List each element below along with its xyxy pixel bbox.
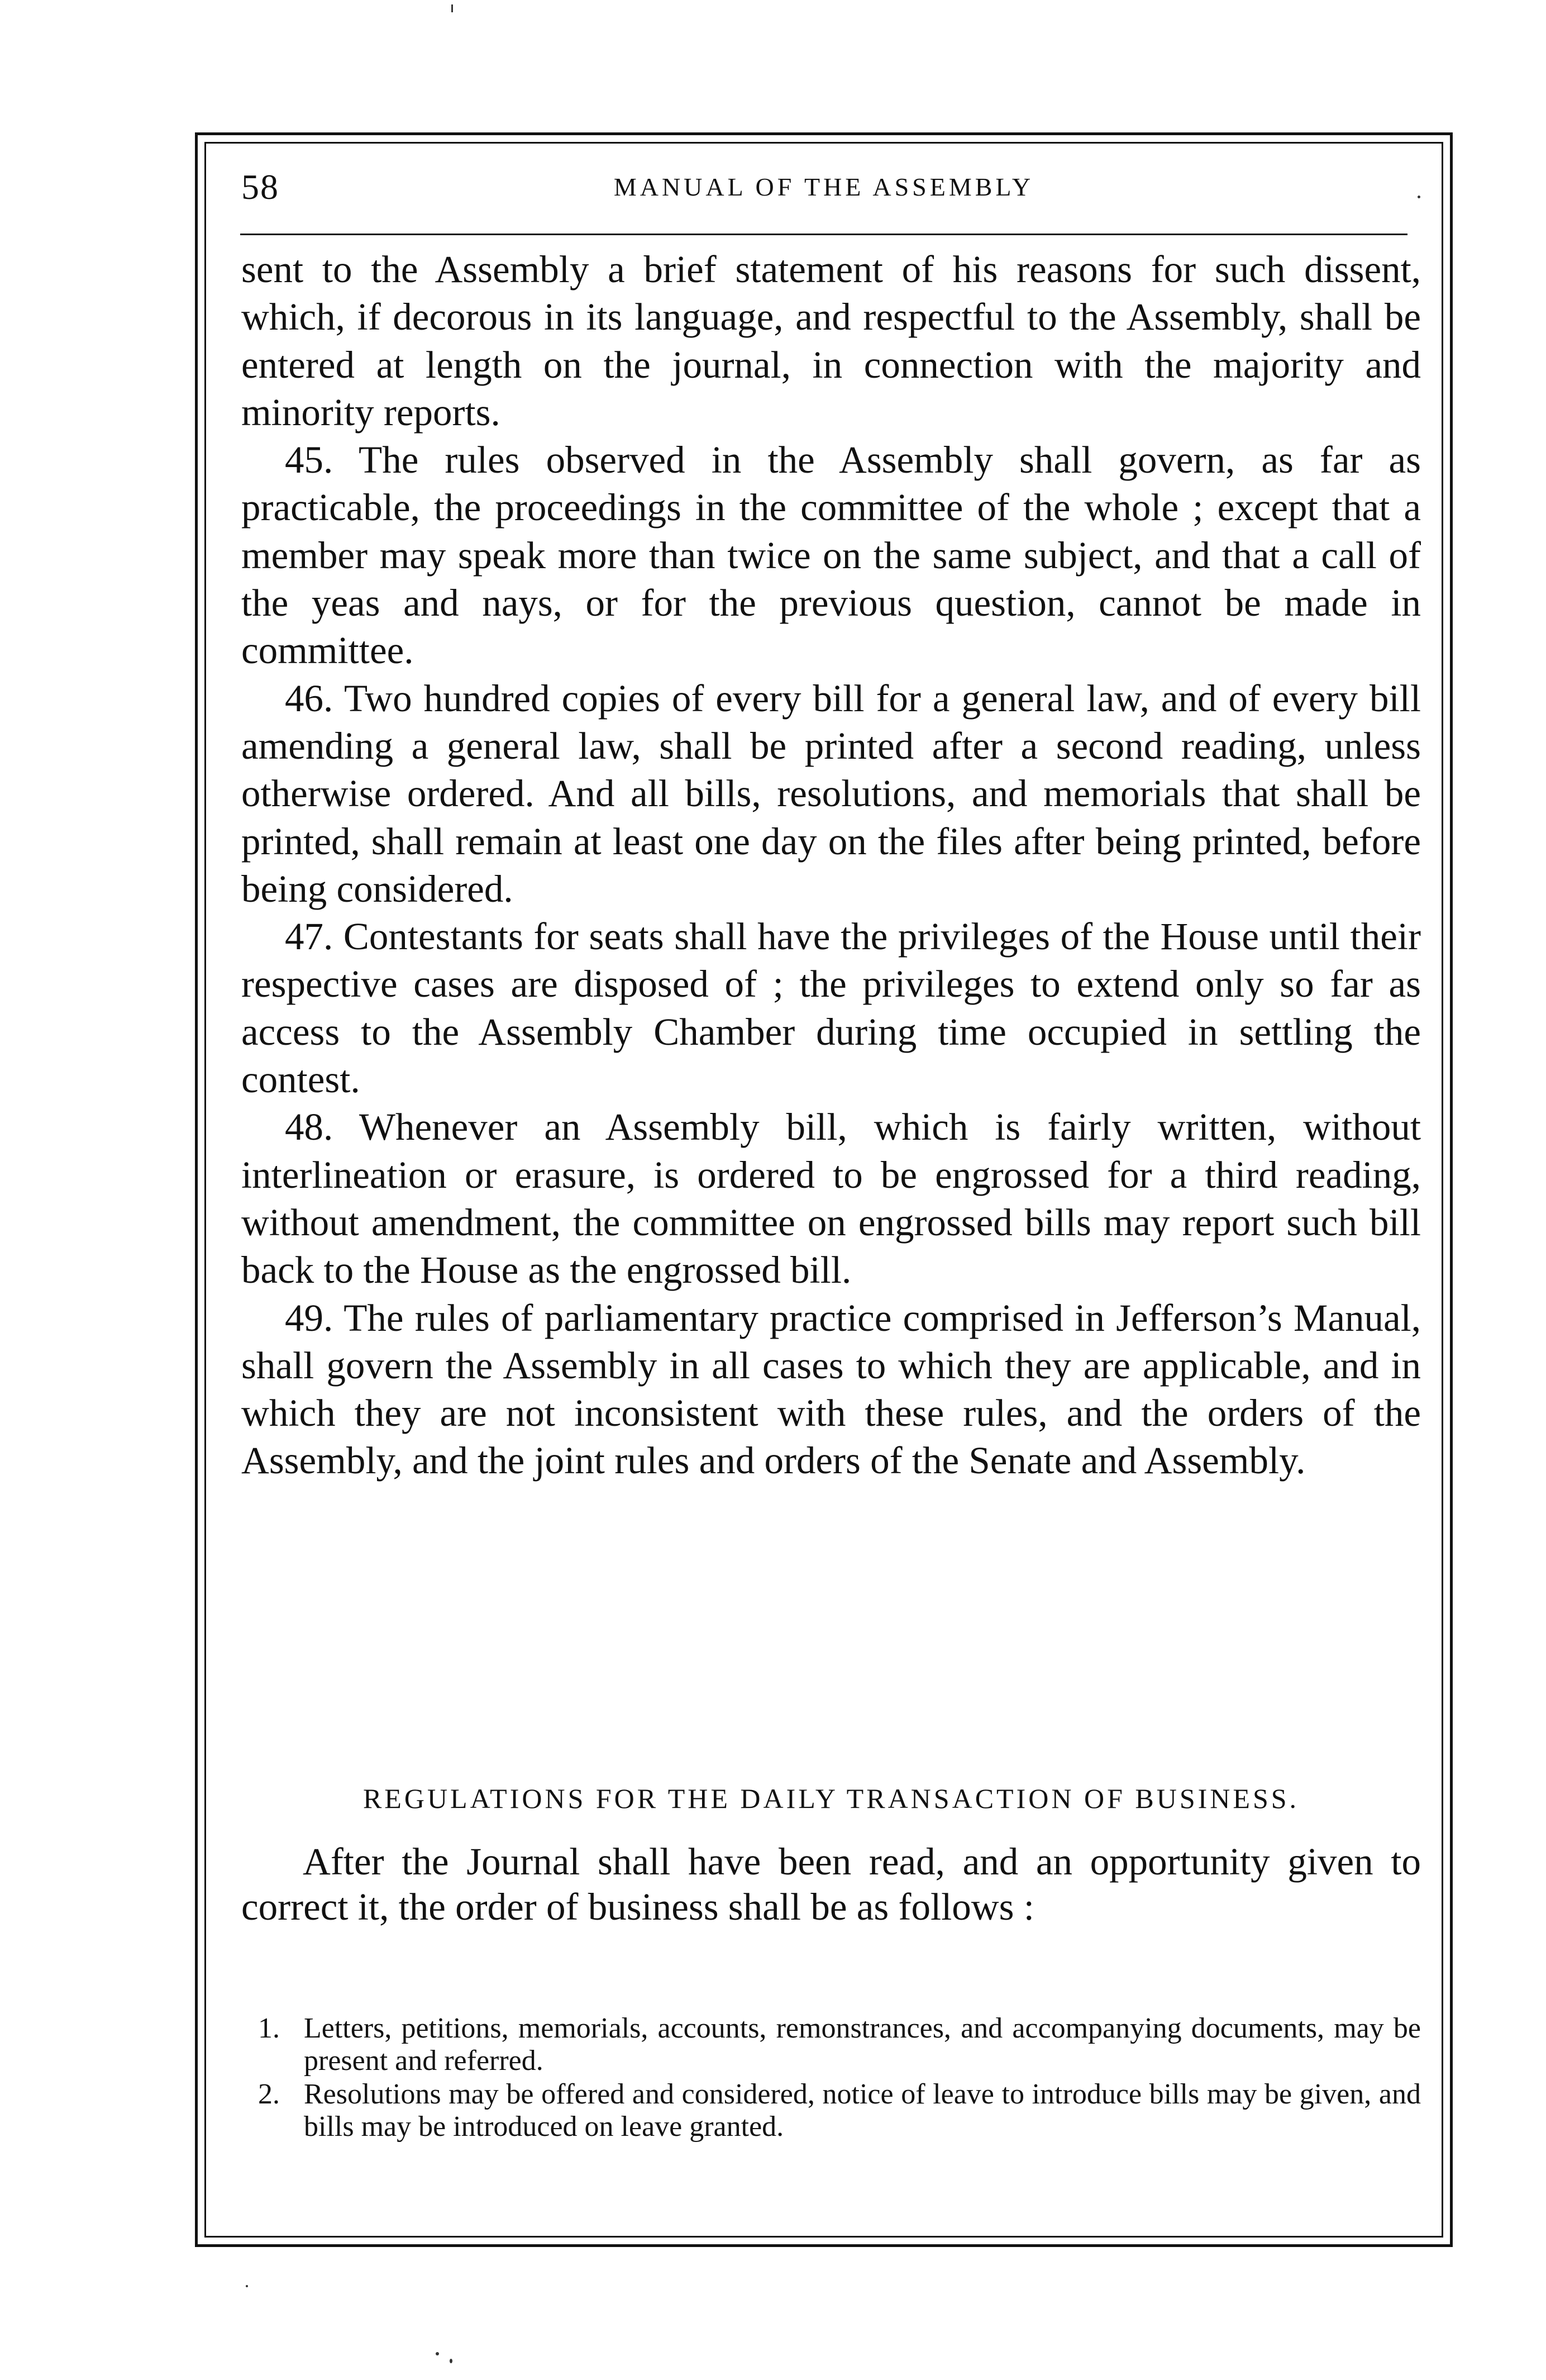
page-number: 58 [241,167,279,207]
paragraph-rule-47: 47. Contestants for seats shall have the privileges of the House until their respective cases are disposed of ; the privileges to extend only so far as access to the Assembly Chamber during time occupied in settling the contest. [241,915,1421,1101]
order-of-business-list [241,2012,1421,2144]
running-head: MANUAL OF THE ASSEMBLY [613,173,1034,201]
list-item [241,2078,1421,2143]
print-speck [436,2352,439,2355]
header-rule [240,234,1407,235]
paragraph-rule-49: 49. The rules of parliamentary practice comprised in Jefferson’s Manual, shall govern the Assembly in all cases to which they are applicable, and in which they are not inconsistent with these rules, and the orders of the Assembly, and the joint rules and orders of the Senate and Assembly. [241,1296,1421,1482]
print-speck [450,2359,452,2363]
print-speck [246,2285,248,2287]
paragraph-continuation: sent to the Assembly a brief statement of his reasons for such dissent, which, if decorous in its language, and respectful to the Assembly, shall be entered at length on the journal, in connection with the majority and minority reports. [241,248,1421,434]
list-item-number: 2. [258,2078,280,2110]
intro-paragraph: After the Journal shall have been read, and an opportunity given to correct it, the order of business shall be as follows : [241,1840,1421,1928]
paragraph-rule-48: 48. Whenever an Assembly bill, which is fairly written, without interlineation or erasure, is ordered to be engrossed for a third reading, without amendment, the committee on engrossed bills may report such bill back to the House as the engrossed bill. [241,1106,1421,1292]
page-header [240,162,1407,212]
section-heading: REGULATIONS FOR THE DAILY TRANSACTION OF BUSINESS. [362,1783,1300,1814]
list-item [241,2012,1421,2077]
paragraph-rule-45: 45. The rules observed in the Assembly shall govern, as far as practicable, the proceedings in the committee of the whole ; except that a member may speak more than twice on the same subject, and that a call of the yeas and nays, or for the previous question, cannot be made in committee. [241,439,1421,672]
print-speck [451,4,453,12]
body-text [241,246,1421,1485]
list-item-number: 1. [258,2012,280,2044]
list-item-text: Resolutions may be offered and considered, notice of leave to introduce bills may be given, and bills may be introduced on leave granted. [304,2078,1421,2143]
paragraph-rule-46: 46. Two hundred copies of every bill for a general law, and of every bill amending a general law, shall be printed after a second reading, unless otherwise ordered. And all bills, resolutions, and memorials that shall be printed, shall remain at least one day on the files after being printed, before being considered. [241,677,1421,910]
list-item-text: Letters, petitions, memorials, accounts, remonstrances, and accompanying documents, may be present and referred. [304,2012,1421,2077]
print-speck [1418,196,1420,198]
